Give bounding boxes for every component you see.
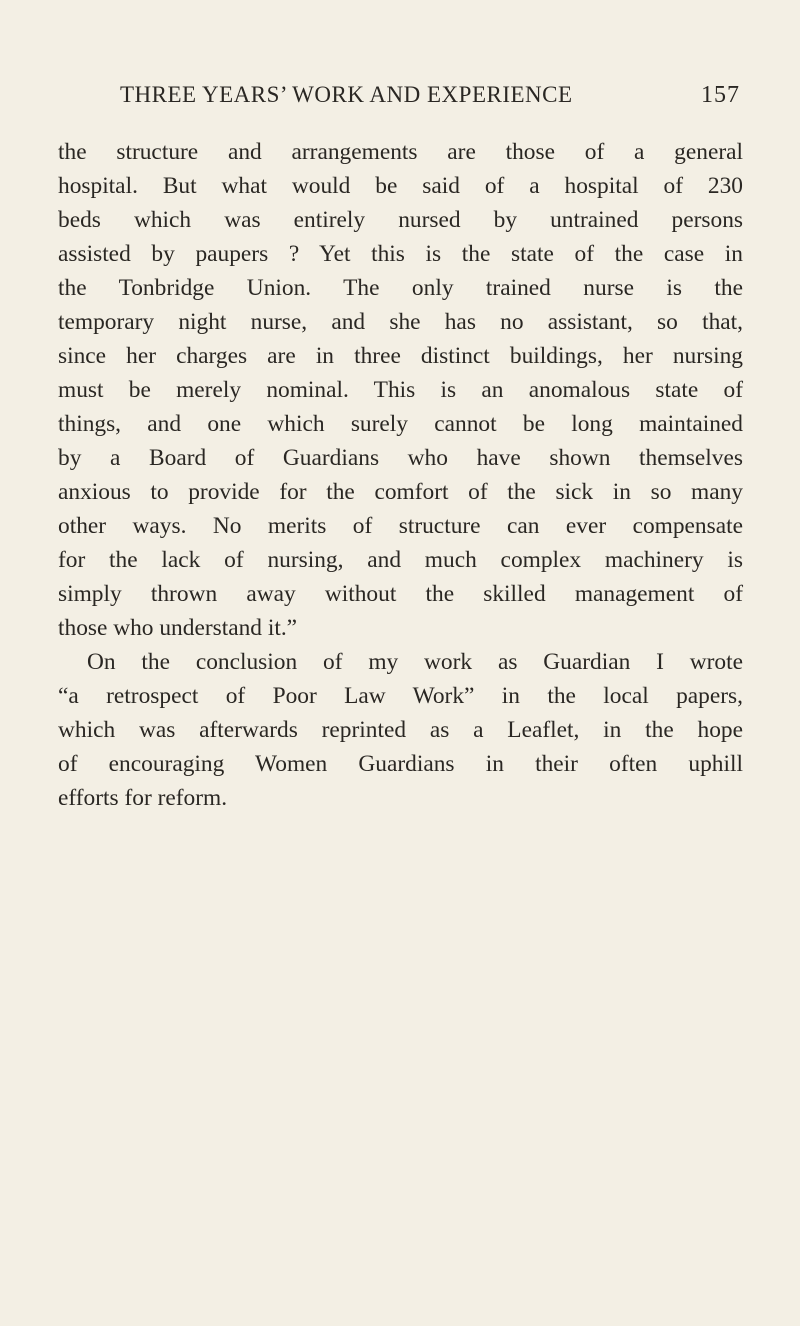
text-line: since her charges are in three distinct buildings, her nursing	[58, 343, 743, 369]
text-line: for the lack of nursing, and much complex machinery is	[58, 547, 743, 573]
text-line: hospital. But what would be said of a hospital of 230	[58, 173, 743, 199]
text-line: “a retrospect of Poor Law Work” in the local papers,	[58, 683, 743, 709]
text-line: beds which was entirely nursed by untrained persons	[58, 207, 743, 233]
text-line: must be merely nominal. This is an anomalous state of	[58, 377, 743, 403]
text-line: the structure and arrangements are those of a general	[58, 139, 743, 165]
text-line: which was afterwards reprinted as a Leaflet, in the hope	[58, 717, 743, 743]
text-line: assisted by paupers ? Yet this is the state of the case in	[58, 241, 743, 267]
text-line: anxious to provide for the comfort of the sick in so many	[58, 479, 743, 505]
text-line: On the conclusion of my work as Guardian I wrote	[87, 649, 743, 675]
running-title: THREE YEARS’ WORK AND EXPERIENCE	[120, 82, 573, 107]
body-text	[58, 135, 743, 815]
text-line: temporary night nurse, and she has no assistant, so that,	[58, 309, 743, 335]
paragraph-2	[58, 645, 743, 815]
text-line: efforts for reform.	[58, 785, 228, 811]
text-line: simply thrown away without the skilled management of	[58, 581, 743, 607]
running-head	[120, 82, 740, 122]
page-number: 157	[701, 82, 740, 108]
text-line: other ways. No merits of structure can ever compensate	[58, 513, 743, 539]
text-line: of encouraging Women Guardians in their often uphill	[58, 751, 743, 777]
text-line: things, and one which surely cannot be long maintained	[58, 411, 743, 437]
text-line: by a Board of Guardians who have shown themselves	[58, 445, 743, 471]
paragraph-1	[58, 135, 743, 645]
text-line: those who understand it.”	[58, 615, 298, 641]
text-line: the Tonbridge Union. The only trained nurse is the	[58, 275, 743, 301]
